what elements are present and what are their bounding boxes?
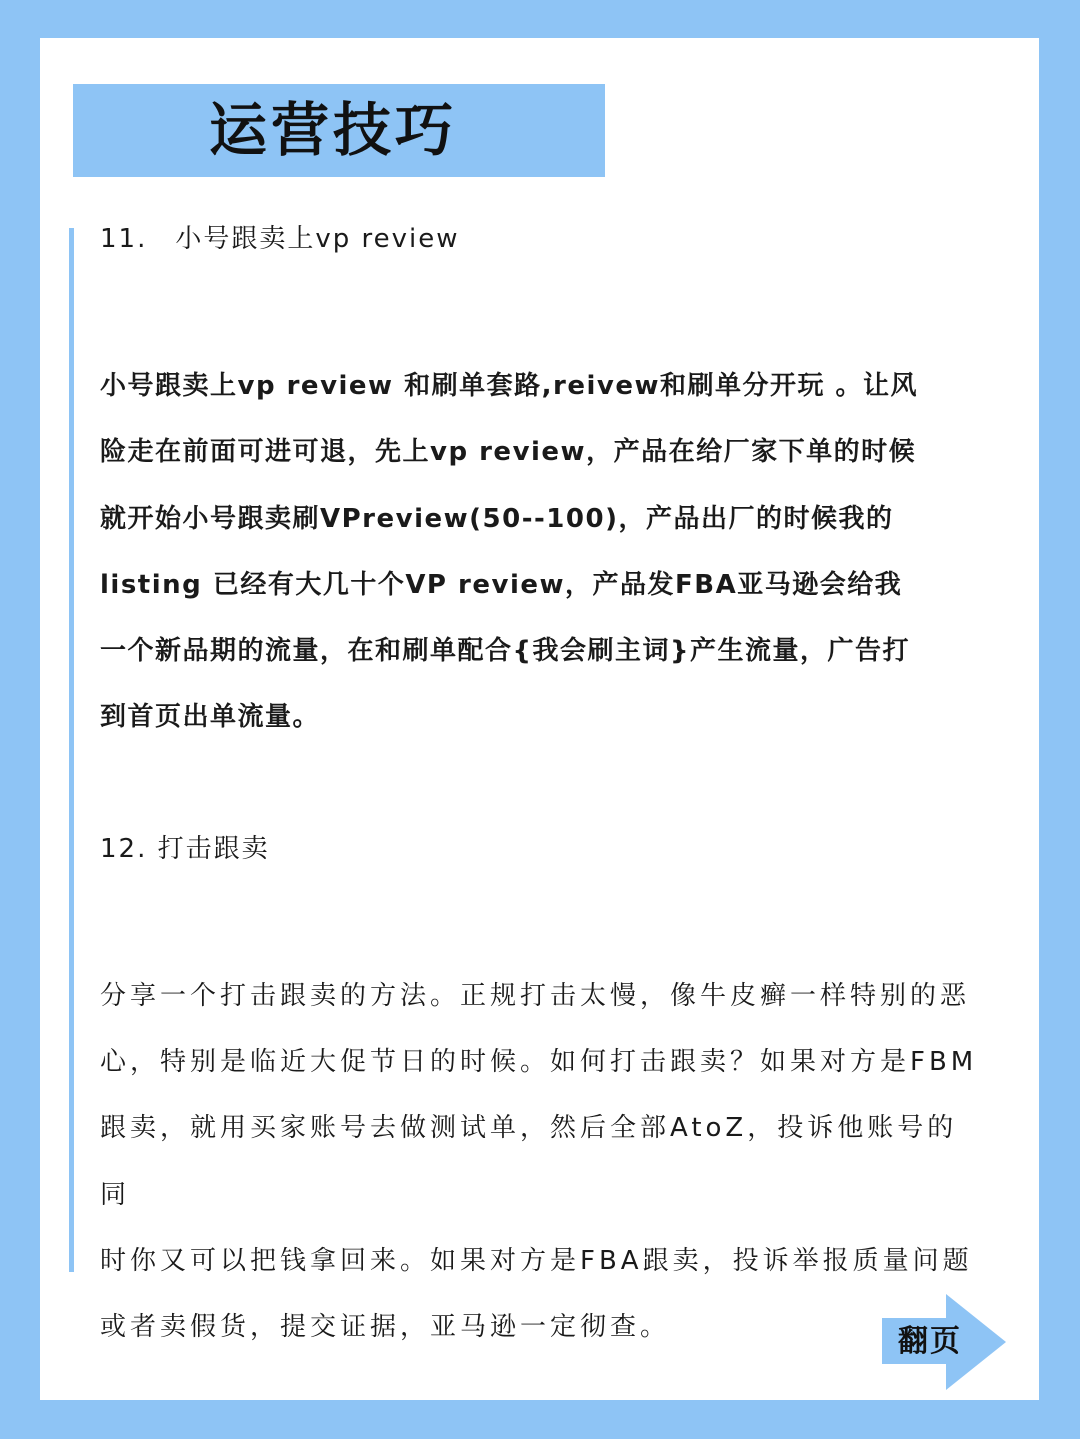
section-body-12: 分享一个打击跟卖的方法。正规打击太慢，像牛皮癣一样特别的恶 心，特别是临近大促节日的时候。如何打击跟卖？如果对方是FBM 跟卖，就用买家账号去做测试单，然后全部AtoZ，投诉他账号的同 时你又可以把钱拿回来。如果对方是FBA跟卖，投诉举报质量问题 或者卖假货，提交证据，亚马逊一定彻查。 xyxy=(100,980,978,1343)
next-page-button[interactable] xyxy=(882,1294,1008,1390)
section-heading-11: 11. 小号跟卖上vp review xyxy=(100,224,460,254)
next-page-label: 翻页 xyxy=(898,1324,962,1359)
section-body-11: 小号跟卖上vp review 和刷单套路,reivew和刷单分开玩 。让风 险走在前面可进可退，先上vp review，产品在给厂家下单的时候 就开始小号跟卖刷VPreview(50--100)，产品出厂的时候我的 listing 已经有大几十个VP review，产品发FBA亚马逊会给我 一个新品期的流量，在和刷单配合{我会刷主词}产生流量，广告打 到首页出单流量。 xyxy=(100,371,919,733)
section-heading-12: 12. 打击跟卖 xyxy=(100,833,270,864)
title-banner xyxy=(73,84,605,177)
page-title: 运营技巧 xyxy=(209,96,458,164)
accent-bar xyxy=(69,228,74,1272)
content-card xyxy=(40,38,1039,1400)
article-body xyxy=(100,221,980,1361)
